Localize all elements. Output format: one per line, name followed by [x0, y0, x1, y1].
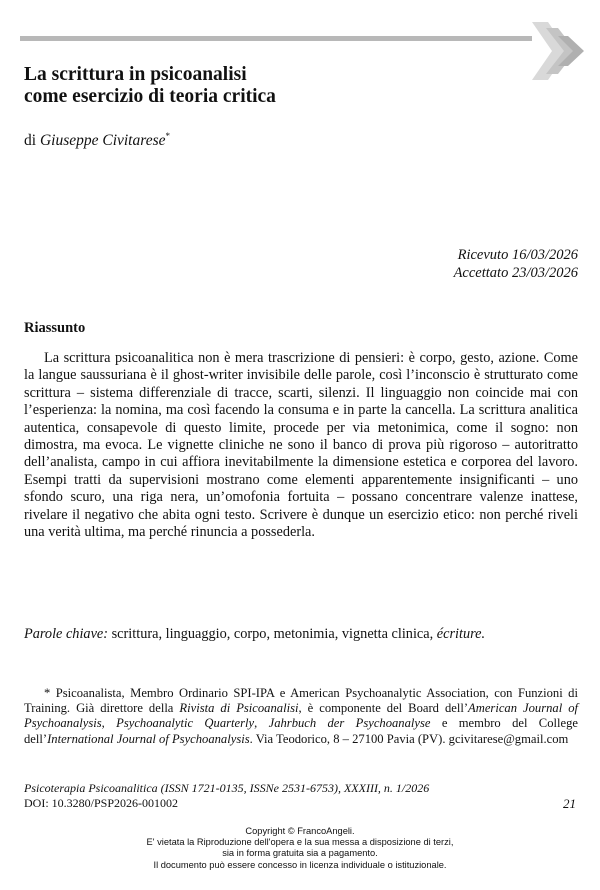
journal-citation: Psicoterapia Psicoanalitica (ISSN 1721-0135, ISSNe 2531-6753), XXXIII, n. 1/2026 — [24, 781, 430, 795]
byline-prefix: di — [24, 132, 37, 150]
title-line-1: La scrittura in psicoanalisi — [24, 64, 247, 85]
footnote-sep-2: , — [254, 716, 258, 731]
keywords-list: scrittura, linguaggio, corpo, metonimia, vignetta clinica, — [111, 626, 434, 642]
doi: DOI: 10.3280/PSP2026-001002 — [24, 796, 179, 810]
footnote-journal-5: International Journal of Psychoanalysis — [47, 731, 250, 746]
author-footnote — [24, 686, 578, 747]
keywords-last: écriture. — [436, 626, 486, 642]
byline — [24, 131, 170, 150]
footnote-part-1: Psicoanalista, Membro Ordinario SPI-IPA e American Psychoanalytic Association, con Funzioni di Training. Già direttore della — [24, 686, 578, 716]
footnote-part-2: , è componente del Board dell’ — [298, 701, 469, 716]
author-name: Giuseppe Civitarese — [39, 132, 166, 150]
title-line-2: come esercizio di teoria critica — [24, 86, 276, 107]
keywords-label: Parole chiave: — [24, 626, 109, 642]
abstract-body: La scrittura psicoanalitica non è mera trascrizione di pensieri: è corpo, gesto, azione. Come la langue saussuriana è il ghost-writer invisibile delle parole, così l’inconscio è strutturato come scrittura – sistema differenziale di tracce, scarti, silenzi. Il linguaggio non coincide mai con l’esperienza: la nomina, ma così facendo la consuma e in parte la cancella. La scrittura analitica autentica, consapevole di questo limite, procede per via metonimica, come il sogno: non dimostra, ma evoca. Le vignette cliniche ne sono il banco di prova più rigoroso – autoritratto dell’analista, campo in cui affiora inevitabilmente la dimensione estetica e corporea del lavoro. Esempi tratti da supervisioni mostrano come elementi apparentemente insignificanti – uno sfondo scuro, una riga nera, un’omofonia fortuita – possano concentrare valenze inattese, rivelare il negativo che abita ogni testo. Scrivere è dunque un esercizio etico: non perché riveli una verità ultima, ma perché rinuncia a possederla. — [24, 350, 578, 541]
chevron-arrows-icon — [528, 18, 588, 84]
abstract-heading: Riassunto — [24, 320, 86, 336]
copyright-line: Il documento può essere concesso in licenza individuale o istituzionale. — [153, 859, 447, 870]
copyright-line: sia in forma gratuita sia a pagamento. — [222, 848, 378, 859]
accepted-date: Accettato 23/03/2026 — [453, 265, 578, 281]
page-number: 21 — [563, 796, 576, 811]
footnote-journal-2: American Journal of Psychoanalysis — [24, 701, 578, 731]
submission-dates — [454, 246, 578, 282]
article-title — [24, 64, 494, 108]
footnote-part-4: . Via Teodorico, 8 – 27100 Pavia (PV). gcivitarese@gmail.com — [249, 731, 569, 746]
footnote-journal-4: Jahrbuch der Psychoanalyse — [268, 716, 431, 731]
footnote-mark: * — [44, 686, 51, 700]
footnote-part-3: e membro del College dell’ — [24, 716, 578, 746]
footnote-sep-1: , — [101, 716, 105, 731]
copyright-line: E' vietata la Riproduzione dell'opera e la sua messa a disposizione di terzi, — [146, 837, 454, 848]
header-rule — [20, 36, 532, 41]
copyright-line: Copyright © FrancoAngeli. — [245, 826, 355, 836]
footnote-journal-1: Rivista di Psicoanalisi — [179, 701, 299, 716]
footnote-journal-3: Psychoanalytic Quarterly — [116, 716, 255, 731]
received-date: Ricevuto 16/03/2026 — [457, 247, 578, 263]
author-footnote-mark: * — [165, 131, 170, 141]
copyright-notice — [0, 826, 600, 871]
keywords — [24, 626, 578, 643]
